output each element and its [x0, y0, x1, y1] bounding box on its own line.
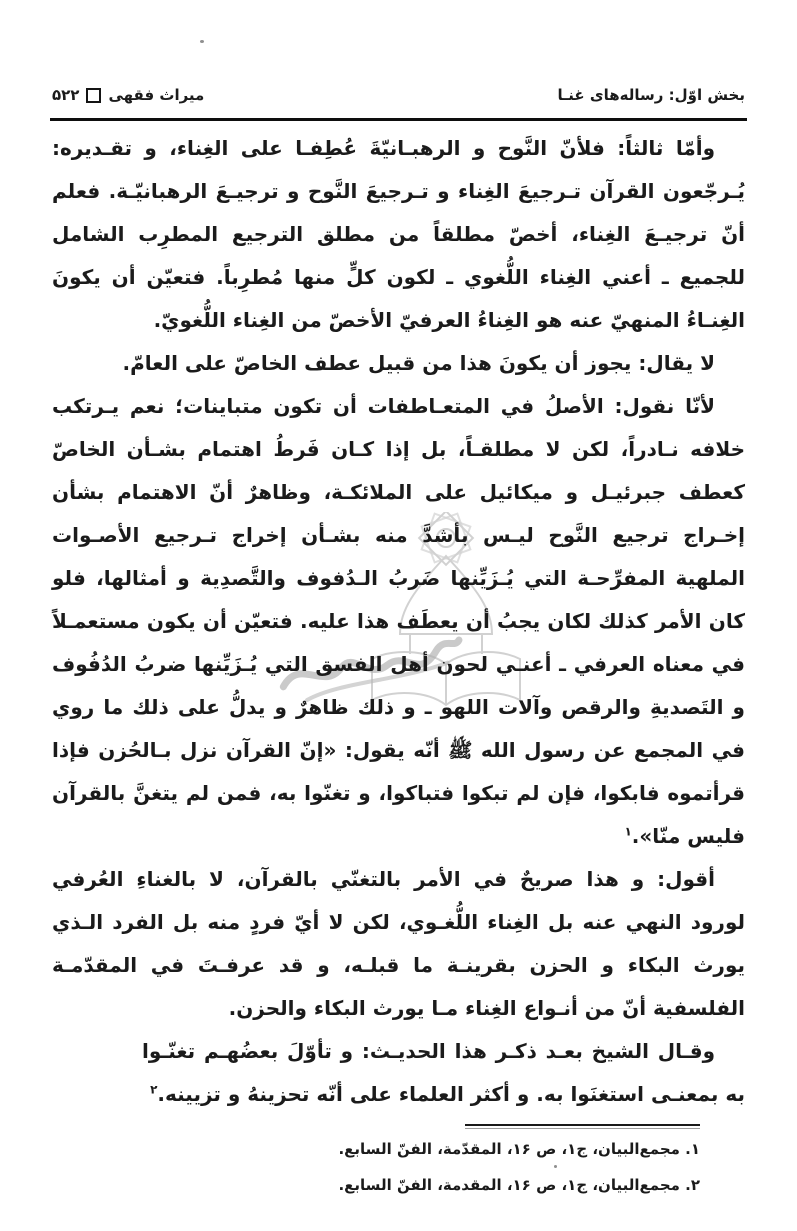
book-title: ميراث فقهى — [108, 86, 205, 104]
page-header — [0, 86, 797, 104]
footnote-reference: ۱ — [624, 824, 632, 839]
body-paragraph — [52, 1030, 745, 1116]
section-title: بخش اوّل: رساله‌هاى غنـا — [557, 86, 745, 104]
header-book-title-block — [52, 86, 204, 104]
footnote-item: ۱. مجمع‌البيان، ج۱، ص ۱۶، المقدّمة، الفنّ السابع. — [338, 1140, 700, 1158]
body-paragraph — [52, 858, 745, 1030]
footnote-item: ۲. مجمع‌البيان، ج۱، ص ۱۶، المقدمة، الفنّ السابع. — [338, 1176, 700, 1194]
scan-speck — [200, 40, 204, 43]
paragraph-text: لأنّا نقول: الأصلُ في المتعـاطفات أن تكون متباينات؛ نعم يـرتكب خلافه نـادراً، لكن لا مطلقـاً، بل إذا كـان فَرطُ اهتمام بشـأن الخاصّ كعطف جبرئيـل و ميكائيل على الملائكـة، وظاهرٌ أنّ الاهتمام بشأن إخـراج ترجيع النَّوح ليـس بأشدَّ منه بشـأن إخراج تـرجيع الأصـوات الملهية المفرِّحـة التي يُـزَيِّنها ضَربُ الـدُفوف والتَّصدِية و أمثالها، فلو كان الأمر كذلك لكان يجبُ أن يعطَف هذا عليه. فتعيّن أن يكون مستعمـلاً في معناه العرفي ـ أعنـي لحون أهل الفسق التي يُـزَيِّنها ضربُ الدُفُوف و التَصديةِ والرقص وآلات اللهو ـ و ذلك ظاهرٌ و يدلُّ على ذلك ما روي في المجمع عن رسول الله ﷺ أنّه يقول: «إنّ القرآن نزل بـالحُزن فإذا قرأتموه فابكوا، فإن لم تبكوا فتباكوا، و تغنّوا به، فمن لم يتغنَّ بالقرآن فليس منّا». — [52, 394, 745, 848]
footnote-reference: ۲ — [150, 1082, 158, 1097]
footnote-area — [0, 1124, 797, 1201]
section-square-icon — [86, 88, 101, 103]
body-paragraph — [52, 127, 745, 342]
page-number: ۵۲۲ — [52, 86, 80, 104]
page-body — [0, 121, 797, 1116]
scan-speck — [554, 1165, 557, 1168]
body-paragraph — [52, 385, 745, 858]
paragraph-text: لا يقال: يجوز أن يكونَ هذا من قبيل عطف الخاصّ على العامّ. — [122, 351, 715, 375]
paragraph-text: وقـال الشيخ بعـد ذكـر هذا الحديـث: و تأوّلَ بعضُهـم تغنّـوا به بمعنـى استغنَوا به. و أكثر العلماء على أنّه تحزينهُ و تزيينه. — [142, 1039, 745, 1106]
paragraph-text: أقول: و هذا صريحٌ في الأمر بالتغنّي بالقرآن، لا بالغناءِ العُرفي لورود النهي عنه بل الغِناء اللُّغـوي، لكن لا أيّ فردٍ منه بل الفرد الـذي يورث البكاء و الحزن بقرينـة ما قبلـه، و قد عرفـتَ في المقدّمـة الفلسفية أنّ من أنـواع الغِناء مـا يورث البكاء والحزن. — [52, 867, 745, 1020]
body-paragraph — [52, 342, 745, 385]
paragraph-text: وأمّا ثالثاً: فلأنّ النَّوح و الرهبـانيّةَ عُطِفـا على الغِناء، و تقـديره: يُـرجّعون القرآن تـرجيعَ الغِناء و تـرجيعَ النَّوح و ترجيـعَ الرهبانيّـة. فعلم أنّ ترجيـعَ الغِناء، أخصّ مطلقاً من مطلق الترجيع المطرِب الشامل للجميع ـ أعني الغِناء اللُّغوي ـ لكون كلٍّ منها مُطرِباً. فتعيّن أن يكونَ الغِنـاءُ المنهيّ عنه هو الغِناءُ العرفيّ الأخصّ من الغِناء اللُّغويّ. — [52, 136, 745, 332]
footnote-separator — [465, 1124, 700, 1129]
